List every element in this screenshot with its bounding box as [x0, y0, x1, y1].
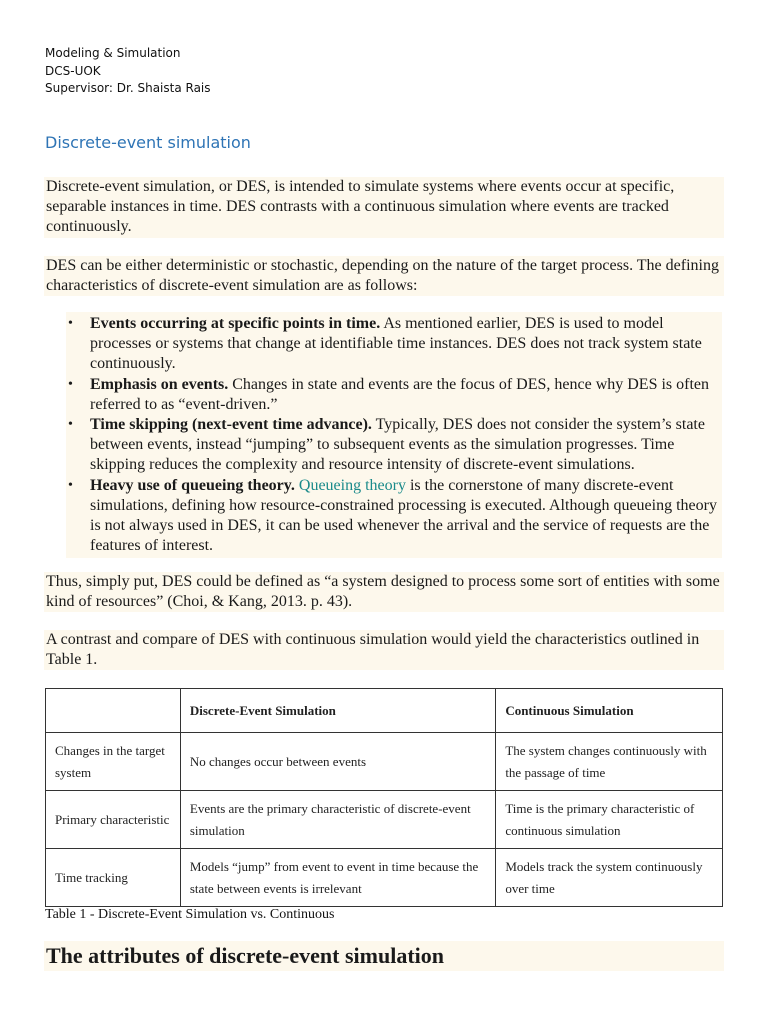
paragraph-characteristics: DES can be either deterministic or stochastic, depending on the nature of the target process. The defining characteristics of discrete-event simulation are as follows: [44, 256, 724, 296]
paragraph-contrast: A contrast and compare of DES with continuous simulation would yield the characteristics outlined in Table 1. [44, 630, 724, 670]
paragraph-intro: Discrete-event simulation, or DES, is intended to simulate systems where events occur at specific, separable instances in time. DES contrasts with a continuous simulation where events are tracked continuously. [44, 177, 724, 238]
attributes-heading: The attributes of discrete-event simulation [44, 941, 724, 971]
department: DCS-UOK [45, 63, 101, 78]
table-row [46, 791, 723, 849]
table-cell: Primary characteristic [46, 791, 181, 849]
table-cell: Changes in the target system [46, 733, 181, 791]
table-header-row [46, 689, 723, 733]
list-item [90, 415, 722, 476]
table-cell: Time is the primary characteristic of continuous simulation [496, 791, 723, 849]
table-row [46, 733, 723, 791]
table-cell: Time tracking [46, 849, 181, 907]
bullet-text: is the cornerstone of many discrete-event simulations, defining how resource-constrained processing is executed. Although queueing theory is not always used in DES, it can be used whenever the arrival and the service of requests are the features of interest. [90, 476, 717, 555]
characteristics-list [66, 312, 722, 558]
queueing-theory-link[interactable]: Queueing theory [298, 476, 406, 494]
list-item [90, 375, 722, 415]
bullet-heading: Emphasis on events. [90, 375, 229, 393]
comparison-table [45, 688, 723, 907]
list-item [90, 476, 722, 557]
supervisor: Supervisor: Dr. Shaista Rais [45, 81, 211, 95]
table-cell: Events are the primary characteristic of discrete-event simulation [180, 791, 495, 849]
section-title: Discrete-event simulation [45, 133, 251, 152]
table-header-cell [46, 689, 181, 733]
bullet-text: Changes in state and events are the focus of DES, hence why DES is often referred to as “event-driven.” [90, 375, 710, 413]
table-cell: No changes occur between events [180, 733, 495, 791]
paragraph-definition: Thus, simply put, DES could be defined as “a system designed to process some sort of entities with some kind of resources” (Choi, & Kang, 2013. p. 43). [44, 572, 724, 612]
table-header-cell: Continuous Simulation [496, 689, 723, 733]
table-cell: Models track the system continuously over time [496, 849, 723, 907]
bullet-heading: Heavy use of queueing theory. [90, 476, 295, 494]
list-item [90, 314, 722, 375]
table-cell: Models “jump” from event to event in time because the state between events is irrelevant [180, 849, 495, 907]
bullet-text: Typically, DES does not consider the system’s state between events, instead “jumping” to subsequent events as the simulation progresses. Time skipping reduces the complexity and resource intensity of discrete-event simulations. [90, 416, 705, 474]
bullet-heading: Events occurring at specific points in time. [90, 315, 381, 332]
bullet-heading: Time skipping (next-event time advance). [90, 416, 372, 434]
document-header [45, 45, 211, 98]
table-row [46, 849, 723, 907]
bullet-text: As mentioned earlier, DES is used to model processes or systems that change at identifiable time instances. DES does not track system state continuously. [90, 315, 702, 373]
table-header-cell: Discrete-Event Simulation [180, 689, 495, 733]
course-name: Modeling & Simulation [45, 46, 181, 60]
table-cell: The system changes continuously with the passage of time [496, 733, 723, 791]
table-caption: Table 1 - Discrete-Event Simulation vs. Continuous [45, 907, 335, 922]
